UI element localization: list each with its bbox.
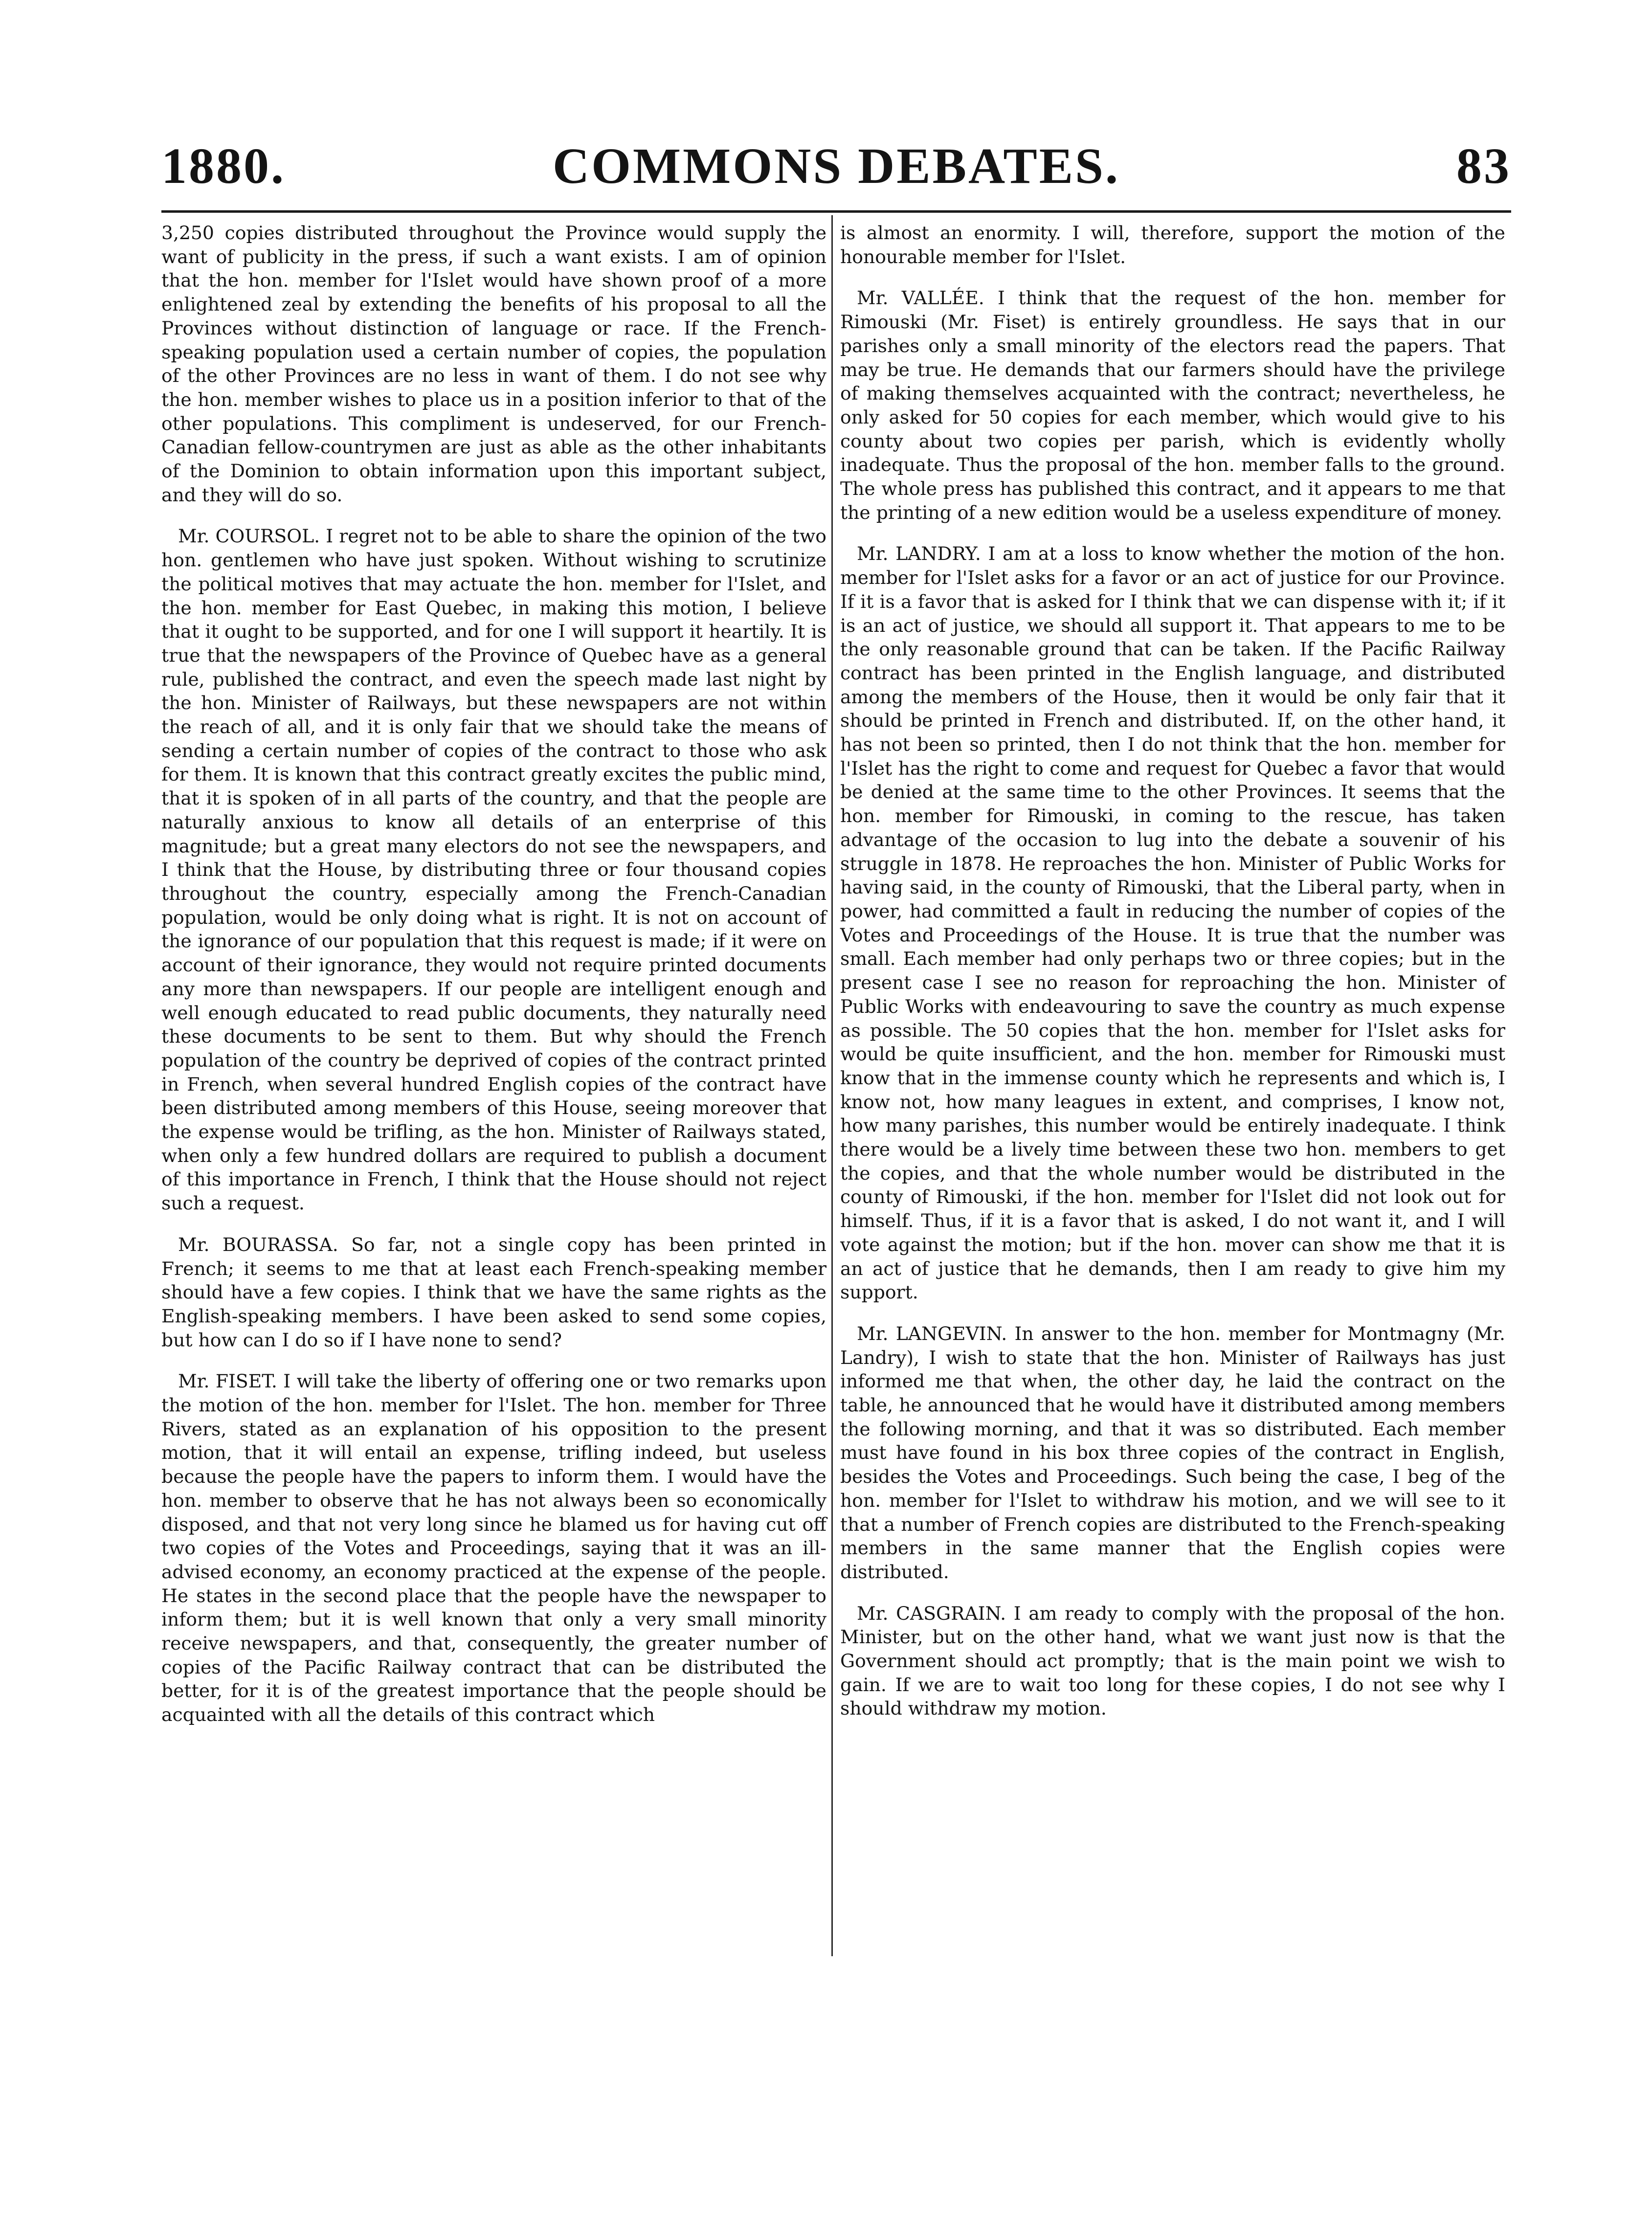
speech-text: So far, not a single copy has been printed in French; it seems to me that at least each French-speaking member should have a few copies. I think that we have the same rights as the English-speaking members. I have been asked to send some copies, but how can I do so if I have none to send? — [161, 1233, 826, 1351]
left-column — [161, 221, 826, 1727]
speech-casgrain — [840, 1602, 1505, 1721]
header-rule — [161, 210, 1511, 213]
speech-vallee — [840, 286, 1505, 524]
publication-title: COMMONS DEBATES. — [553, 138, 1120, 194]
speaker-name: Mr. BOURASSA. — [178, 1233, 338, 1255]
speech-langevin — [840, 1322, 1505, 1584]
speech-text: I will take the liberty of offering one or two remarks upon the motion of the hon. member for l'Islet. The hon. member for Three Rivers, stated as an explanation of his opposition to the present motion, that it will entail an expense, trifling indeed, but useless because the people have the papers to inform them. I would have the hon. member to observe that he has not always been so economically disposed, and that not very long since he blamed us for having cut off two copies of the Votes and Proceedings, saying that it was an ill-advised economy, an economy practiced at the expense of the people. He states in the second place that the people have the newspaper to inform them; but it is well known that only a very small minority receive newspapers, and that, consequently, the greater number of copies of the Pacific Railway contract that can be distributed the better, for it is of the greatest importance that the people should be acquainted with all the details of this contract which — [161, 1370, 827, 1726]
speaker-name: Mr. CASGRAIN. — [857, 1602, 1006, 1624]
continued-paragraph: is almost an enormity. I will, therefore, support the motion of the honourable member for l'Islet. — [840, 222, 1505, 268]
speech-bourassa — [161, 1233, 826, 1352]
right-column — [840, 221, 1505, 1720]
speaker-name: Mr. COURSOL. — [178, 525, 320, 547]
speech-text: I think that the request of the hon. member for Rimouski (Mr. Fiset) is entirely groundless. He says that in our parishes only a small minority of the electors read the papers. That may be true. He demands that our farmers should have the privilege of making themselves acquainted with the contract; nevertheless, he only asked for 50 copies for each member, which would give to his county about two copies per parish, which is evidently wholly inadequate. Thus the proposal of the hon. member falls to the ground. The whole press has published this contract, and it appears to me that the printing of a new edition would be a useless expenditure of money. — [840, 287, 1505, 523]
speaker-name: Mr. LANDRY. — [857, 543, 981, 565]
page-number: 83 — [1456, 138, 1511, 194]
continued-paragraph: 3,250 copies distributed throughout the Province would supply the want of publicity in the press, if such a want exists. I am of opinion that the hon. member for l'Islet would have shown proof of a more enlightened zeal by extending the benefits of his proposal to all the Provinces without distinction of language or race. If the French-speaking population used a certain number of copies, the population of the other Provinces are no less in want of them. I do not see why the hon. member wishes to place us in a position inferior to that of the other populations. This compliment is undeserved, for our French-Canadian fellow-countrymen are just as able as the other inhabitants of the Dominion to obtain information upon this important subject, and they will do so. — [161, 222, 826, 506]
speaker-name: Mr. LANGEVIN. — [857, 1322, 1007, 1344]
speech-fiset — [161, 1369, 826, 1727]
speaker-name: Mr. VALLÉE. — [857, 287, 984, 309]
speech-text: In answer to the hon. member for Montmagny (Mr. Landry), I wish to state that the hon. Minister of Railways has just informed me that when, the other day, he laid the contract on the table, he announced that he would have it distributed among members the following morning, and that it was so distributed. Each member must have found in his box three copies of the contract in English, besides the Votes and Proceedings. Such being the case, I beg of the hon. member for l'Islet to withdraw his motion, and we will see to it that a number of French copies are distributed to the French-speaking members in the same manner that the English copies were distributed. — [840, 1322, 1505, 1583]
column-divider — [831, 215, 833, 1956]
page-header — [161, 132, 1511, 201]
speech-text: I am ready to comply with the proposal of the hon. Minister, but on the other hand, what we want just now is that the Government should act promptly; that is the main point we wish to gain. If we are to wait too long for these copies, I do not see why I should withdraw my motion. — [840, 1602, 1505, 1719]
year: 1880. — [161, 138, 286, 194]
speech-coursol — [161, 524, 826, 1215]
speaker-name: Mr. FISET. — [178, 1370, 277, 1392]
speech-text: I regret not to be able to share the opinion of the two hon. gentlemen who have just spoken. Without wishing to scrutinize the political motives that may actuate the hon. member for l'Islet, and the hon. member for East Quebec, in making this motion, I believe that it ought to be supported, and for one I will support it heartily. It is true that the newspapers of the Province of Quebec have as a general rule, published the contract, and even the speech made last night by the hon. Minister of Railways, but these newspapers are not within the reach of all, and it is only fair that we should take the means of sending a certain number of copies of the contract to those who ask for them. It is known that this contract greatly excites the public mind, that it is spoken of in all parts of the country, and that the people are naturally anxious to know all details of an enterprise of this magnitude; but a great many electors do not see the newspapers, and I think that the House, by distributing three or four thousand copies throughout the country, especially among the French-Canadian population, would be only doing what is right. It is not on account of the ignorance of our population that this request is made; if it were on account of their ignorance, they would not require printed documents any more than newspapers. If our people are intelligent enough and well enough educated to read public documents, they naturally need these documents to be sent to them. But why should the French population of the country be deprived of copies of the contract printed in French, when several hundred English copies of the contract have been distributed among members of this House, seeing moreover that the expense would be trifling, as the hon. Minister of Railways stated, when only a few hundred dollars are required to publish a document of this importance in French, I think that the House should not reject such a request. — [161, 525, 826, 1214]
speech-text: I am at a loss to know whether the motion of the hon. member for l'Islet asks for a favor or an act of justice for our Province. If it is a favor that is asked for I think that we can dispense with it; if it is an act of justice, we should all support it. That appears to me to be the only reasonable ground that can be taken. If the Pacific Railway contract has been printed in the English language, and distributed among the members of the House, then it would be only fair that it should be printed in French and distributed. If, on the other hand, it has not been so printed, then I do not think that the hon. member for l'Islet has the right to come and request for Quebec a favor that would be denied at the same time to the other Provinces. It seems that the hon. member for Rimouski, in coming to the rescue, has taken advantage of the occasion to lug into the debate a souvenir of his struggle in 1878. He reproaches the hon. Minister of Public Works for having said, in the county of Rimouski, that the Liberal party, when in power, had committed a fault in reducing the number of copies of the Votes and Proceedings of the House. It is true that the number was small. Each member had only perhaps two or three copies; but in the present case I see no reason for reproaching the hon. Minister of Public Works with endeavouring to save the country as much expense as possible. The 50 copies that the hon. member for l'Islet asks for would be quite insufficient, and the hon. member for Rimouski must know that in the immense county which he represents and which is, I know not, how many leagues in extent, and comprises, I know not, how many parishes, this number would be entirely inadequate. I think there would be a lively time between these two hon. members to get the copies, and that the whole number would be distributed in the county of Rimouski, if the hon. member for l'Islet did not look out for himself. Thus, if it is a favor that is asked, I do not want it, and I will vote against the motion; but if the hon. mover can show me that it is an act of justice that he demands, then I am ready to give him my support. — [840, 543, 1506, 1303]
speech-landry — [840, 542, 1505, 1304]
